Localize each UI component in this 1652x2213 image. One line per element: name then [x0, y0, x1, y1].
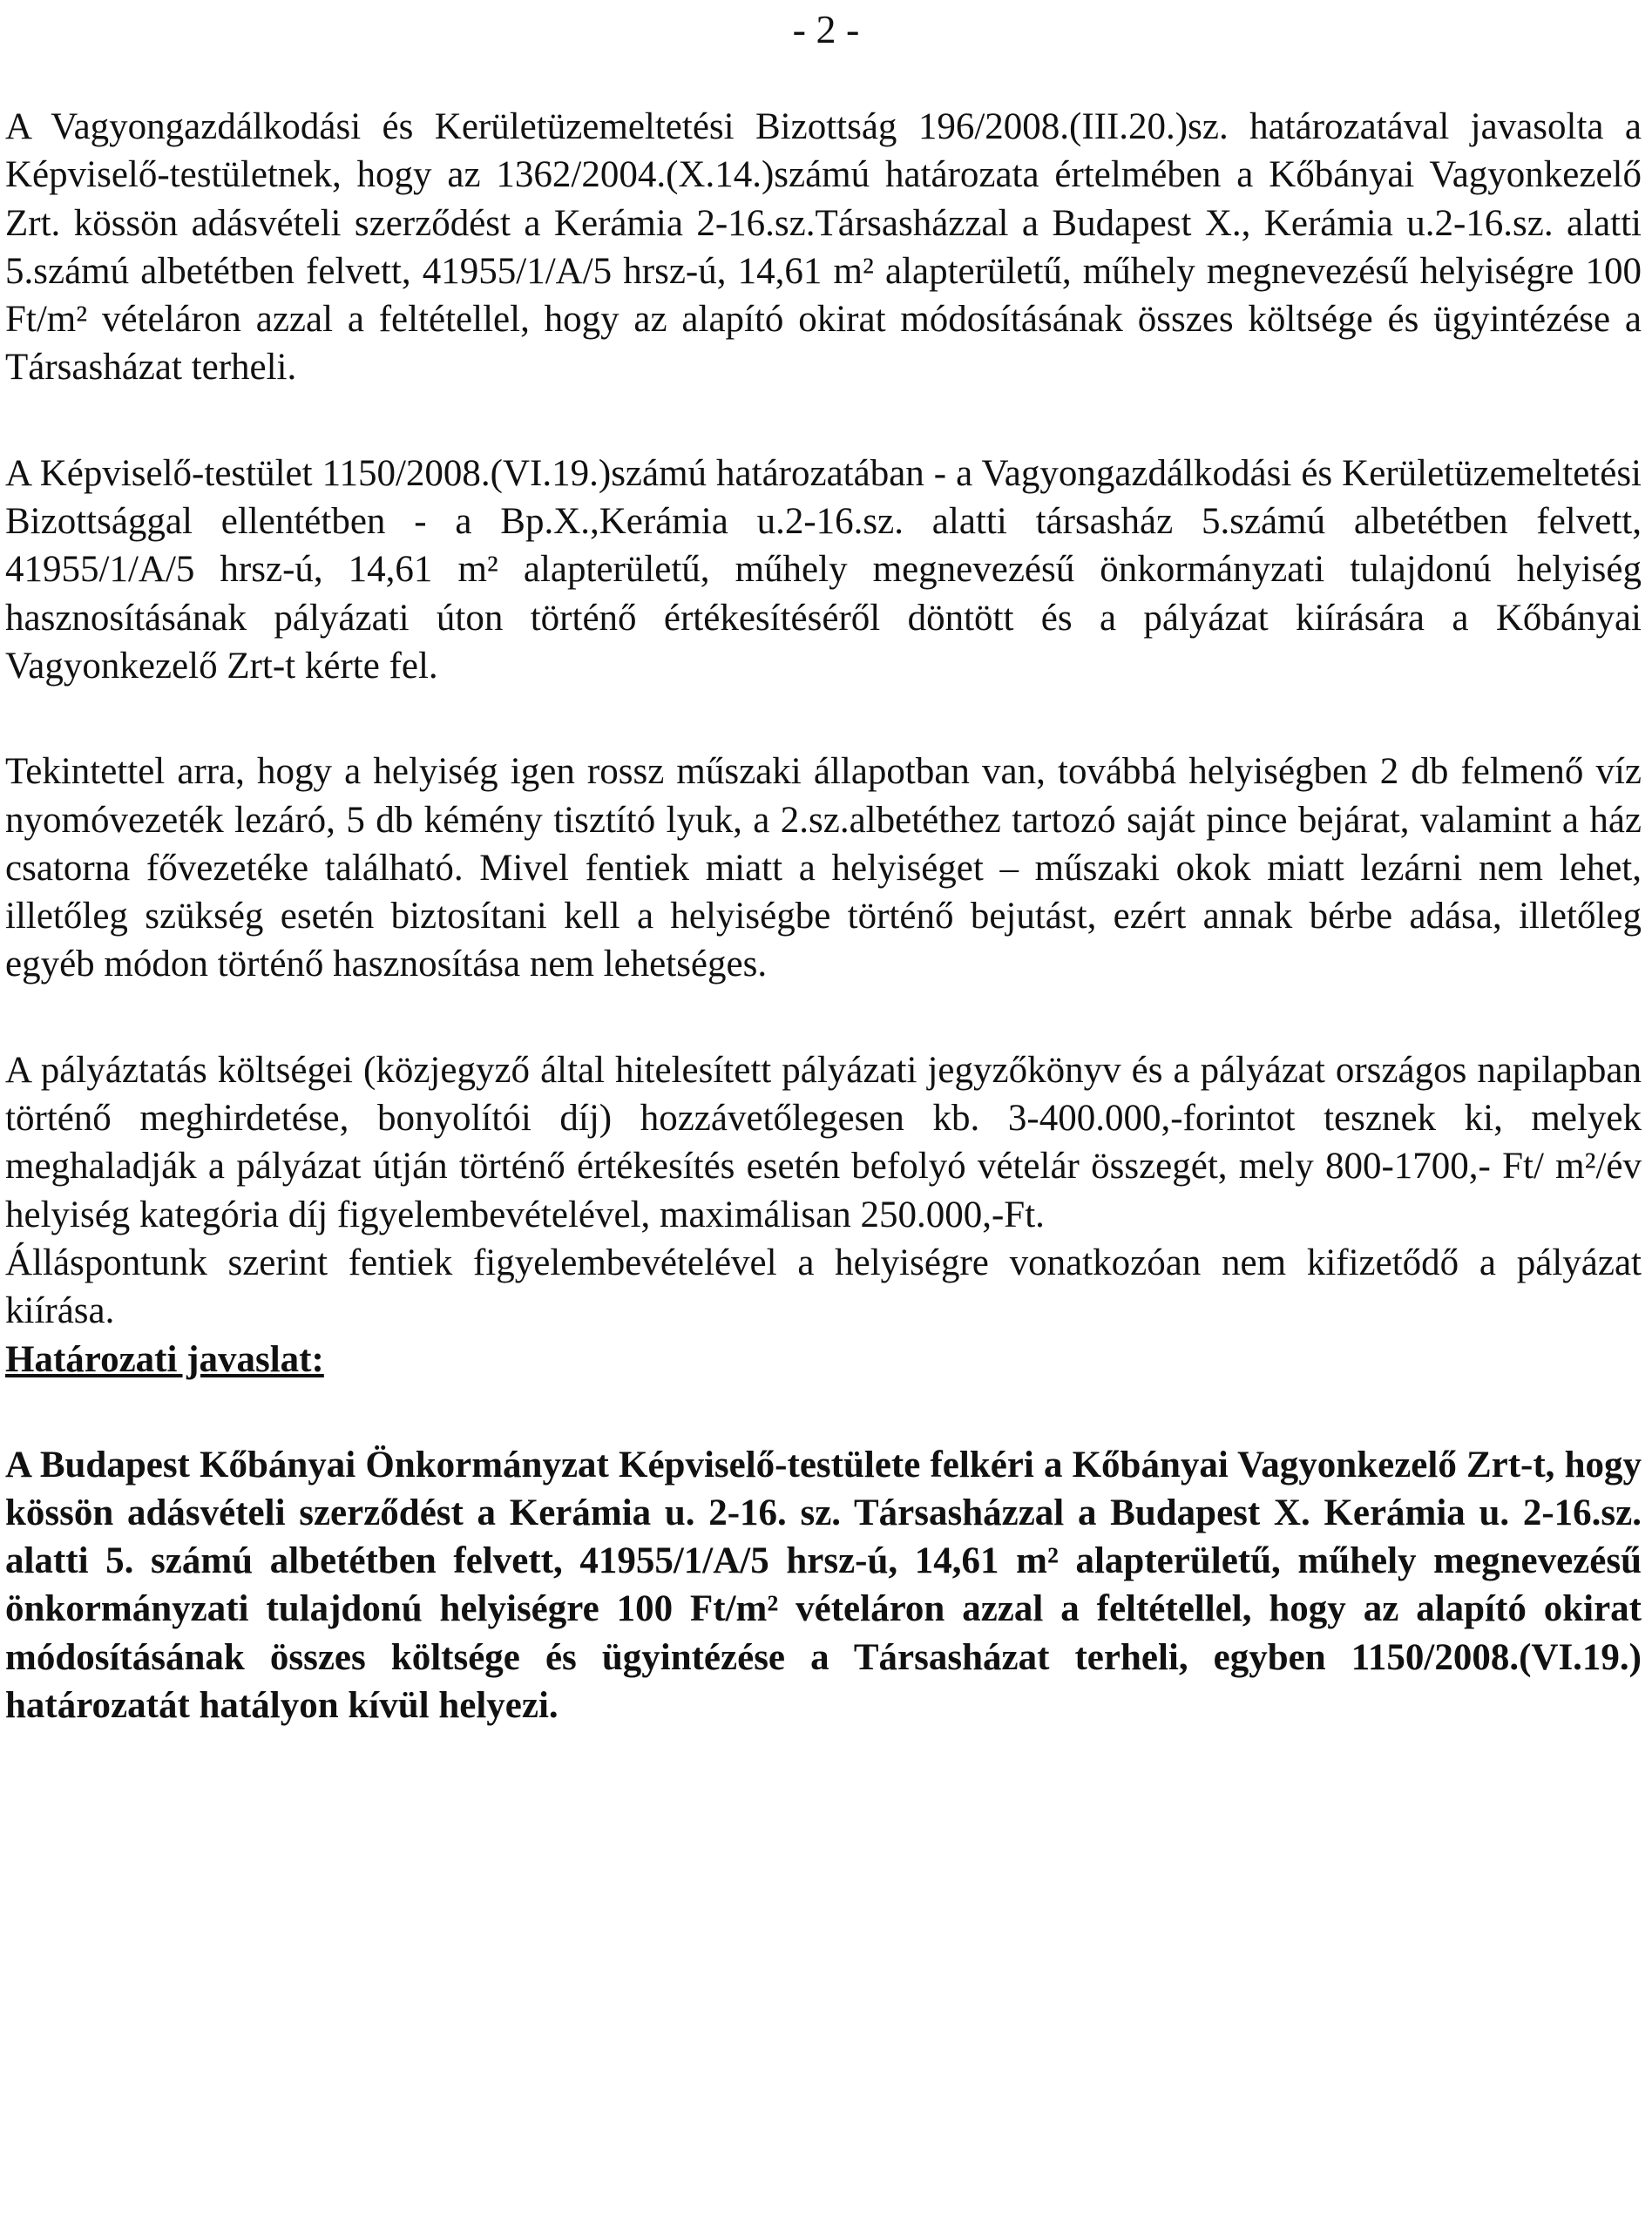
paragraph-committee-proposal: A Vagyongazdálkodási és Kerületüzemeltetési Bizottság 196/2008.(III.20.)sz. határozatával javasolta a Képviselő-testületnek, hogy az 1362/2004.(X.14.)számú határozata értelmében a Kőbányai Vagyonkezelő Zrt. kössön adásvételi szerződést a Kerámia 2-16.sz.Társasházzal a Budapest X., Kerámia u.2-16.sz. alatti 5.számú albetétben felvett, 41955/1/A/5 hrsz-ú, 14,61 m² alapterületű, műhely megnevezésű helyiségre 100 Ft/m² vételáron azzal a feltétellel, hogy az alapító okirat módosításának összes költsége és ügyintézése a Társasházat terheli. [5, 106, 1642, 389]
paragraph-room-condition: Tekintettel arra, hogy a helyiség igen rossz műszaki állapotban van, továbbá helyiségben 2 db felmenő víz nyomóvezeték lezáró, 5 db kémény tisztító lyuk, a 2.sz.albetéthez tartozó saját pince bejárat, valamint a ház csatorna fővezetéke található. Mivel fentiek miatt a helyiséget – műszaki okok miatt lezárni nem lehet, illetőleg szükség esetén biztosítani kell a helyiségbe történő bejutást, ezért annak bérbe adása, illetőleg egyéb módon történő hasznosítása nem lehetséges. [5, 751, 1642, 985]
paragraph-position: Álláspontunk szerint fentiek figyelembevételével a helyiségre vonatkozóan nem kifizetődő a pályázat kiírása. [5, 1242, 1642, 1332]
paragraph-resolution-text: A Budapest Kőbányai Önkormányzat Képviselő-testülete felkéri a Kőbányai Vagyonkezelő Zrt-t, hogy kössön adásvételi szerződést a Kerámia u. 2-16. sz. Társasházzal a Budapest X. Kerámia u. 2-16.sz. alatti 5. számú albetétben felvett, 41955/1/A/5 hrsz-ú, 14,61 m² alapterületű, műhely megnevezésű önkormányzati tulajdonú helyiségre 100 Ft/m² vételáron azzal a feltétellel, hogy az alapító okirat módosításának összes költsége és ügyintézése a Társasházat terheli, egyben 1150/2008.(VI.19.) határozatát hatályon kívül helyezi. [5, 1444, 1642, 1727]
page-number: - 2 - [792, 7, 860, 51]
paragraph-council-decision: A Képviselő-testület 1150/2008.(VI.19.)számú határozatában - a Vagyongazdálkodási és Kerületüzemeltetési Bizottsággal ellentétben - a Bp.X.,Kerámia u.2-16.sz. alatti társasház 5.számú albetétben felvett, 41955/1/A/5 hrsz-ú, 14,61 m² alapterületű, műhely megnevezésű önkormányzati tulajdonú helyiség hasznosításának pályázati úton történő értékesítéséről döntött és a pályázat kiírására a Kőbányai Vagyonkezelő Zrt-t kérte fel. [5, 452, 1642, 687]
paragraph-tender-costs: A pályáztatás költségei (közjegyző által hitelesített pályázati jegyzőkönyv és a pályázat országos napilapban történő meghirdetése, bonyolítói díj) hozzávetőlegesen kb. 3-400.000,-forintot tesznek ki, melyek meghaladják a pályázat útján történő értékesítés esetén befolyó vételár összegét, mely 800-1700,- Ft/ m²/év helyiség kategória díj figyelembevételével, maximálisan 250.000,-Ft. [5, 1049, 1642, 1235]
resolution-proposal-heading: Határozati javaslat: [5, 1338, 324, 1380]
document-body [5, 103, 1642, 1729]
